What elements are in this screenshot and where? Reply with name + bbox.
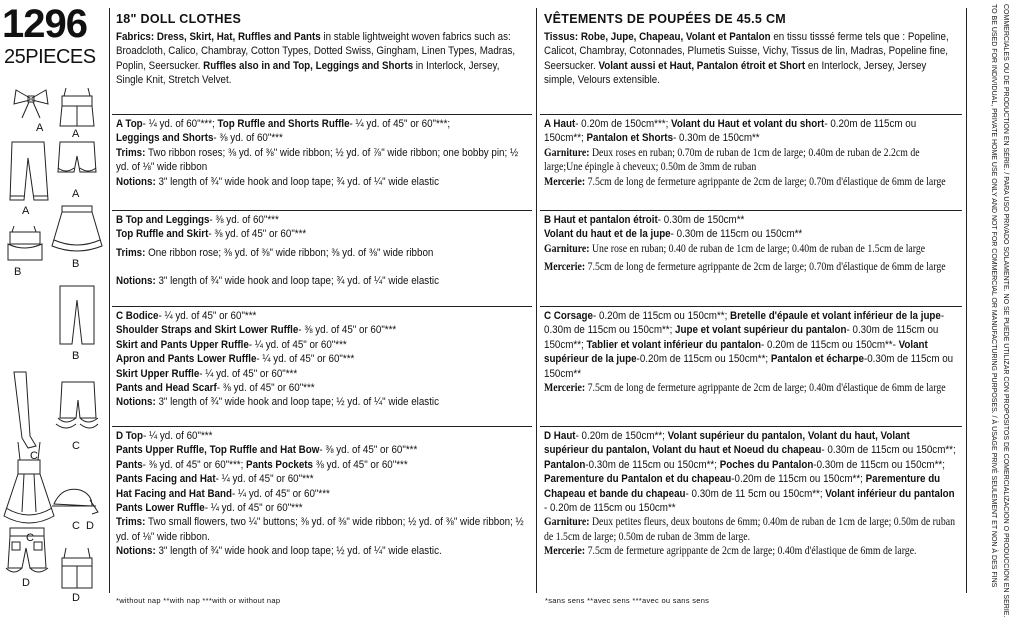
view-label: C	[72, 520, 80, 532]
view-label: B	[14, 266, 22, 278]
bow-illustration	[14, 90, 48, 118]
view-label: B	[72, 350, 80, 362]
view-d-section: D Top- ¼ yd. of 60"*** Pants Upper Ruffle, Top Ruffle and Hat Bow- ⅜ yd. of 45" or 60"*** Pants- ⅜ yd. of 45" or 60"***; Pants Pockets ⅜ yd. of 45" or 60"*** Pants Facing and Hat- ¼ yd. of 45" or 60"*** Hat Facing and Hat Band- ¼ yd. of 45" or 60"*** Pants Lower Ruffle- ¼ yd. of 45" or 60"*** Trims: Two small flowers, two ¼" buttons; ⅜ yd. of ⅜" wide ribbon; ½ yd. of ⅜" wide ribbon; ½ yd. of ⅛" wide ribbon. Notions: 3" length of ¾" wide hook and loop tape; ½ yd. of ¼" wide elastic.	[112, 426, 532, 592]
divider	[536, 8, 537, 593]
english-title: 18" DOLL CLOTHES	[116, 12, 242, 26]
dress-c-illustration	[4, 442, 54, 523]
skirt-b-illustration	[52, 206, 102, 251]
english-column	[112, 10, 532, 590]
sidebar-illustrations	[0, 0, 102, 609]
view-label: C	[26, 532, 34, 544]
top-b-illustration	[8, 226, 42, 260]
view-c-section: C Bodice- ¼ yd. of 45" or 60"*** Shoulder Straps and Skirt Lower Ruffle- ⅜ yd. of 45" or 60"*** Skirt and Pants Upper Ruffle- ¼ yd. of 45" or 60"*** Apron and Pants Lower Ruffle- ¼ yd. of 45" or 60"*** Skirt Upper Ruffle- ¼ yd. of 45" or 60"*** Pants and Head Scarf- ⅜ yd. of 45" or 60"*** Notions: 3" length of ¾" wide hook and loop tape; ½ yd. of ¼" wide elastic	[112, 306, 532, 426]
leggings-b-illustration	[60, 286, 94, 344]
pants-c-illustration	[56, 382, 98, 428]
pants-a-illustration	[10, 142, 48, 200]
english-footnote: *without nap **with nap ***with or without nap	[116, 596, 281, 605]
french-column	[540, 10, 962, 590]
view-a-section: A Top- ¼ yd. of 60"***; Top Ruffle and Shorts Ruffle- ¼ yd. of 45" or 60"***; Leggings and Shorts- ⅜ yd. of 60"*** Trims: Two ribbon roses; ⅜ yd. of ⅜" wide ribbon; ½ yd. of ⅞" wide ribbon; one bobby pin; ½ yd. of ⅛" wide ribbon Notions: 3" length of ¾" wide hook and loop tape; ¾ yd. of ¼" wide elastic	[112, 114, 532, 210]
vue-b-section: B Haut et pantalon étroit- 0.30m de 150cm** Volant du haut et de la jupe- 0.30m de 115cm ou 150cm** Garniture: Une rose en ruban; 0.40 de ruban de 1cm de large; 0.40m de ruban de 1.5cm de large Mercerie: 7.5cm de long de fermeture agrippante de 2cm de large; 0.70m d'élastique de 6mm de large	[540, 210, 962, 306]
view-label: D	[72, 592, 80, 604]
french-title: VÊTEMENTS DE POUPÉES DE 45.5 CM	[544, 12, 786, 26]
tissus-section: Tissus: Robe, Jupe, Chapeau, Volant et Pantalon en tissu tisssé ferme tels que : Popeline, Calicot, Chambray, Cotonnades, Plumetis Suisse, Vichy, Tissus de lin, Madras, Popeline fine, Seersucker. Volant aussi et Haut, Pantalon étroit et Short en Interlock, Jersey, Jersey simple, Velours extensible.	[544, 31, 949, 87]
pattern-number: 1296	[2, 2, 87, 46]
view-label: A	[72, 188, 80, 200]
french-footnote: *sans sens **avec sens ***avec ou sans sens	[545, 596, 710, 605]
view-label: A	[22, 205, 30, 217]
hat-d-illustration	[52, 489, 98, 514]
top-d-illustration	[62, 548, 92, 588]
view-b-section: B Top and Leggings- ⅜ yd. of 60"*** Top Ruffle and Skirt- ⅜ yd. of 45" or 60"*** Trims: One ribbon rose; ⅜ yd. of ⅜" wide ribbon; ⅜ yd. of ⅜" wide ribbon Notions: 3" length of ¾" wide hook and loop tape; ¾ yd. of ¼" wide elastic	[112, 210, 532, 306]
vue-c-section: C Corsage- 0.20m de 115cm ou 150cm**; Bretelle d'épaule et volant inférieur de la jupe- 0.30m de 115cm ou 150cm**; Jupe et volant supérieur du pantalon- 0.30m de 115cm ou 150cm**; Tablier et volant inférieur du pantalon- 0.20m de 115cm ou 150cm**- Volant supérieur de la jupe-0.20m de 115cm ou 150cm**; Pantalon et écharpe-0.30m de 115cm ou 150cm** Mercerie: 7.5cm de long de fermeture agrippante de 2cm de large; 0.40m d'élastique de 6mm de large	[540, 306, 962, 426]
view-label: B	[72, 258, 80, 270]
top-a-illustration	[60, 88, 94, 126]
pieces-count: 25PIECES	[4, 46, 96, 68]
view-label: C	[30, 450, 38, 462]
divider	[966, 8, 967, 593]
fabrics-section: Fabrics: Dress, Skirt, Hat, Ruffles and Pants in stable lightweight woven fabrics such as: Broadcloth, Calico, Chambray, Cotton Types, Dotted Swiss, Gingham, Linen Types, Madras, Poplin, Seersucker. Ruffles also in and Top, Leggings and Shorts in Interlock, Jersey, Single Knit, Stretch Velvet.	[116, 31, 516, 87]
usage-notice-line2: COMMERCIALES OU DE PRODUCTION EN SÉRIE. / PARA USO PRIVADO SOLAMENTE. NO SE PUEDE UTILIZAR CON PROPÓSITOS DE COMERCIALIZACIÓN O PRODUCCIÓN EN SERIE.	[1002, 4, 1009, 617]
view-label: D	[86, 520, 94, 532]
garment-illustrations	[0, 0, 102, 609]
view-label: A	[36, 122, 44, 134]
shorts-a-illustration	[58, 142, 96, 172]
vue-a-section: A Haut- 0.20m de 150cm***; Volant du Haut et volant du short- 0.20m de 115cm ou 150cm**; Pantalon et Shorts- 0.30m de 150cm** Garniture: Deux roses en ruban; 0.70m de ruban de 1cm de large; 0.40m de ruban de 2.2cm de large;Une épingle à cheveux; 0.50m de 3mm de ruban Mercerie: 7.5cm de long de fermeture agrippante de 2cm de large; 0.70m d'élastique de 6mm de large	[540, 114, 962, 210]
view-label: A	[72, 128, 80, 140]
divider	[109, 8, 110, 593]
scarf-c-illustration	[14, 372, 36, 448]
vue-d-section: D Haut- 0.20m de 150cm**; Volant supérieur du pantalon, Volant du haut, Volant supérieur du pantalon, Volant du haut et Noeud du chapeau- 0.30m de 115cm ou 150cm**; Pantalon-0.30m de 115cm ou 150cm**; Poches du Pantalon-0.30m de 115cm ou 150cm**; Parementure du Pantalon et du chapeau-0.20m de 115cm ou 150cm**; Parementure du Chapeau et bande du chapeau- 0.30m de 11 5cm ou 150cm**; Volant inférieur du pantalon - 0.20m de 115cm ou 150cm** Garniture: Deux petites fleurs, deux boutons de 6mm; 0.40m de ruban de 1cm de large; 0.50m de ruban de 1.5cm de large; 0.50m de ruban de 3mm de large. Mercerie: 7.5cm de fermeture agrippante de 2cm de large; 0.40m d'élastique de 6mm de large.	[540, 426, 962, 592]
view-label: C	[72, 440, 80, 452]
usage-notice-line1: TO BE USED FOR INDIVIDUAL, PRIVATE HOME USE ONLY AND NOT FOR COMMERCIAL OR MANUFACTURING PURPOSES. / À USAGE PRIVÉ SEULEMENT ET NON À DES FINS	[990, 4, 997, 588]
view-label: D	[22, 577, 30, 589]
